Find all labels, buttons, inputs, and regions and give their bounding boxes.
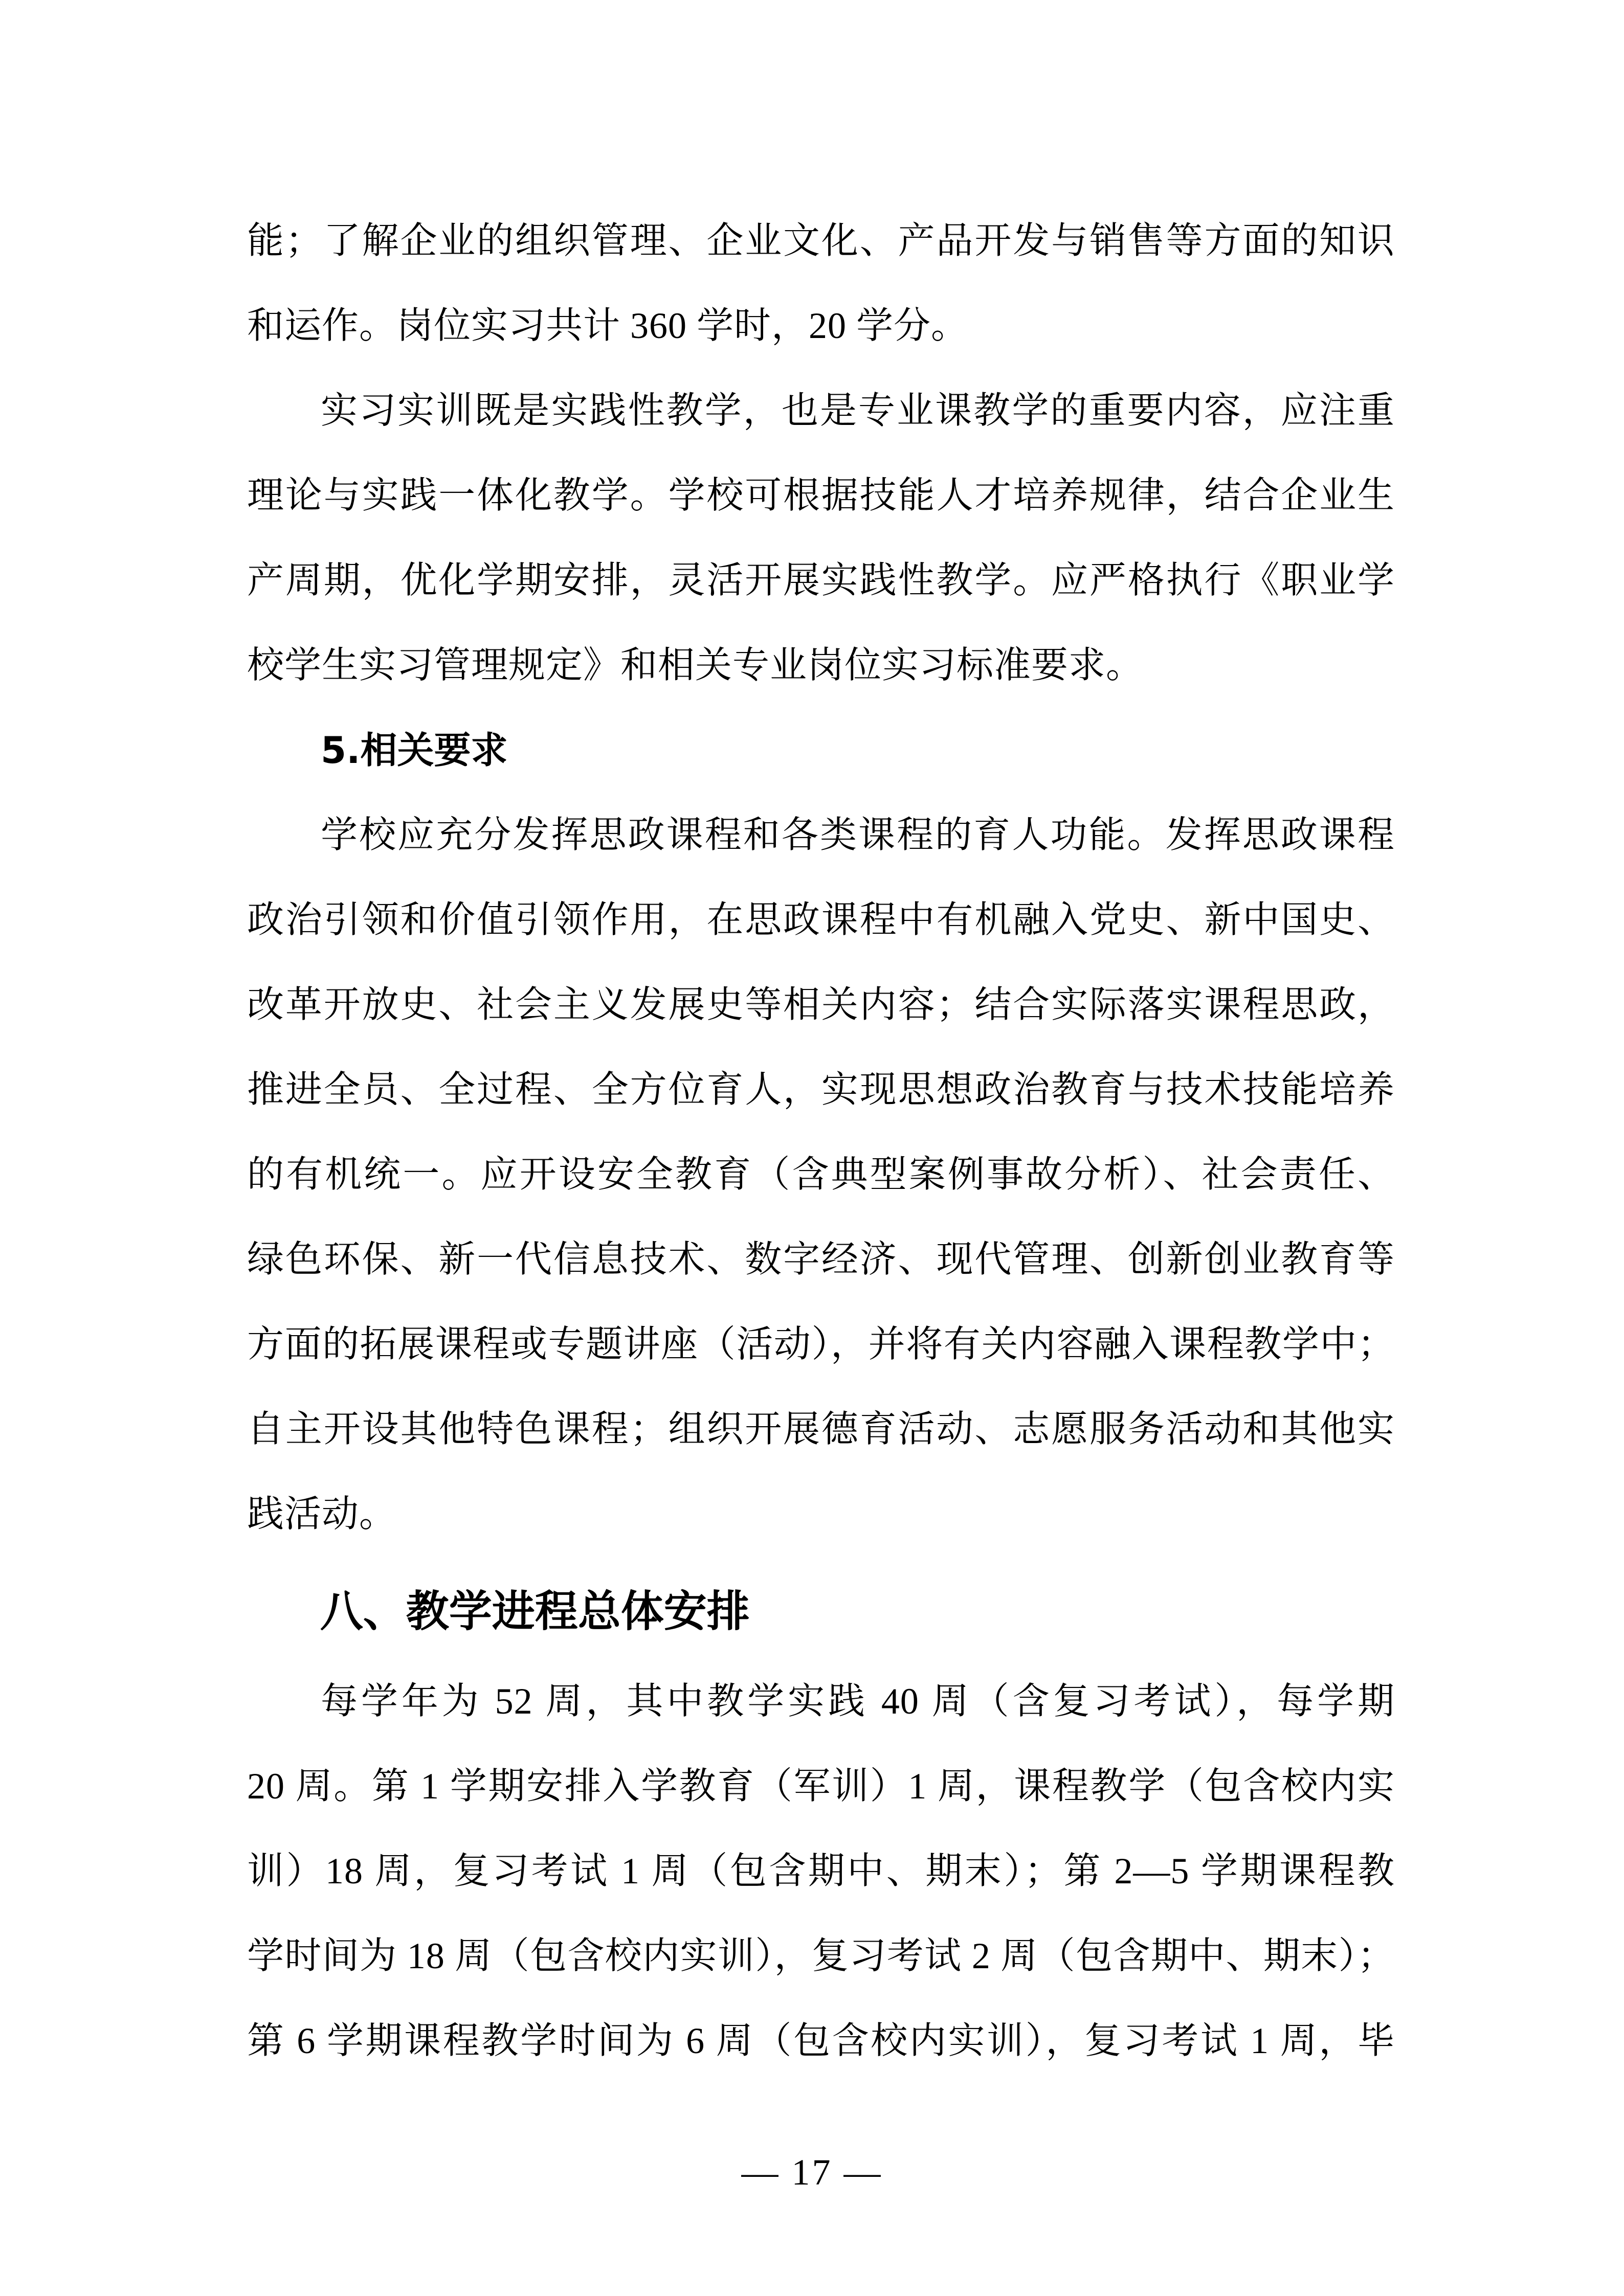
text-line: 的有机统一。应开设安全教育（含典型案例事故分析）、社会责任、 xyxy=(247,1154,1395,1195)
text-line: 训）18 周，复习考试 1 周（包含期中、期末）；第 2—5 学期课程教 xyxy=(247,1851,1395,1892)
page-number: — 17 — xyxy=(741,2152,883,2193)
section-5-heading: 5.相关要求 xyxy=(321,729,508,772)
text-line: 自主开设其他特色课程；组织开展德育活动、志愿服务活动和其他实 xyxy=(247,1409,1395,1450)
text-line: 实习实训既是实践性教学，也是专业课教学的重要内容，应注重 xyxy=(321,390,1395,431)
text-line: 绿色环保、新一代信息技术、数字经济、现代管理、创新创业教育等 xyxy=(247,1239,1395,1280)
text-line: 推进全员、全过程、全方位育人，实现思想政治教育与技术技能培养 xyxy=(247,1069,1395,1110)
text-line: 政治引领和价值引领作用，在思政课程中有机融入党史、新中国史、 xyxy=(247,899,1395,940)
text-line: 能；了解企业的组织管理、企业文化、产品开发与销售等方面的知识 xyxy=(247,220,1395,261)
text-line: 20 周。第 1 学期安排入学教育（军训）1 周，课程教学（包含校内实 xyxy=(247,1766,1395,1807)
text-line: 理论与实践一体化教学。学校可根据技能人才培养规律，结合企业生 xyxy=(247,475,1395,516)
text-line: 和运作。岗位实习共计 360 学时，20 学分。 xyxy=(247,305,969,346)
text-line: 产周期，优化学期安排，灵活开展实践性教学。应严格执行《职业学 xyxy=(247,560,1395,601)
text-line: 每学年为 52 周，其中教学实践 40 周（含复习考试），每学期 xyxy=(321,1681,1395,1722)
text-line: 学时间为 18 周（包含校内实训），复习考试 2 周（包含期中、期末）； xyxy=(247,1935,1395,1976)
text-line: 学校应充分发挥思政课程和各类课程的育人功能。发挥思政课程 xyxy=(321,815,1395,856)
text-line: 第 6 学期课程教学时间为 6 周（包含校内实训），复习考试 1 周，毕 xyxy=(247,2020,1395,2061)
text-line: 校学生实习管理规定》和相关专业岗位实习标准要求。 xyxy=(247,645,1144,686)
text-block xyxy=(247,198,1395,2083)
section-8-heading: 八、教学进程总体安排 xyxy=(320,1586,750,1636)
text-line: 方面的拓展课程或专题讲座（活动），并将有关内容融入课程教学中； xyxy=(247,1324,1395,1365)
text-line: 践活动。 xyxy=(247,1494,397,1535)
text-line: 改革开放史、社会主义发展史等相关内容；结合实际落实课程思政， xyxy=(247,984,1395,1025)
